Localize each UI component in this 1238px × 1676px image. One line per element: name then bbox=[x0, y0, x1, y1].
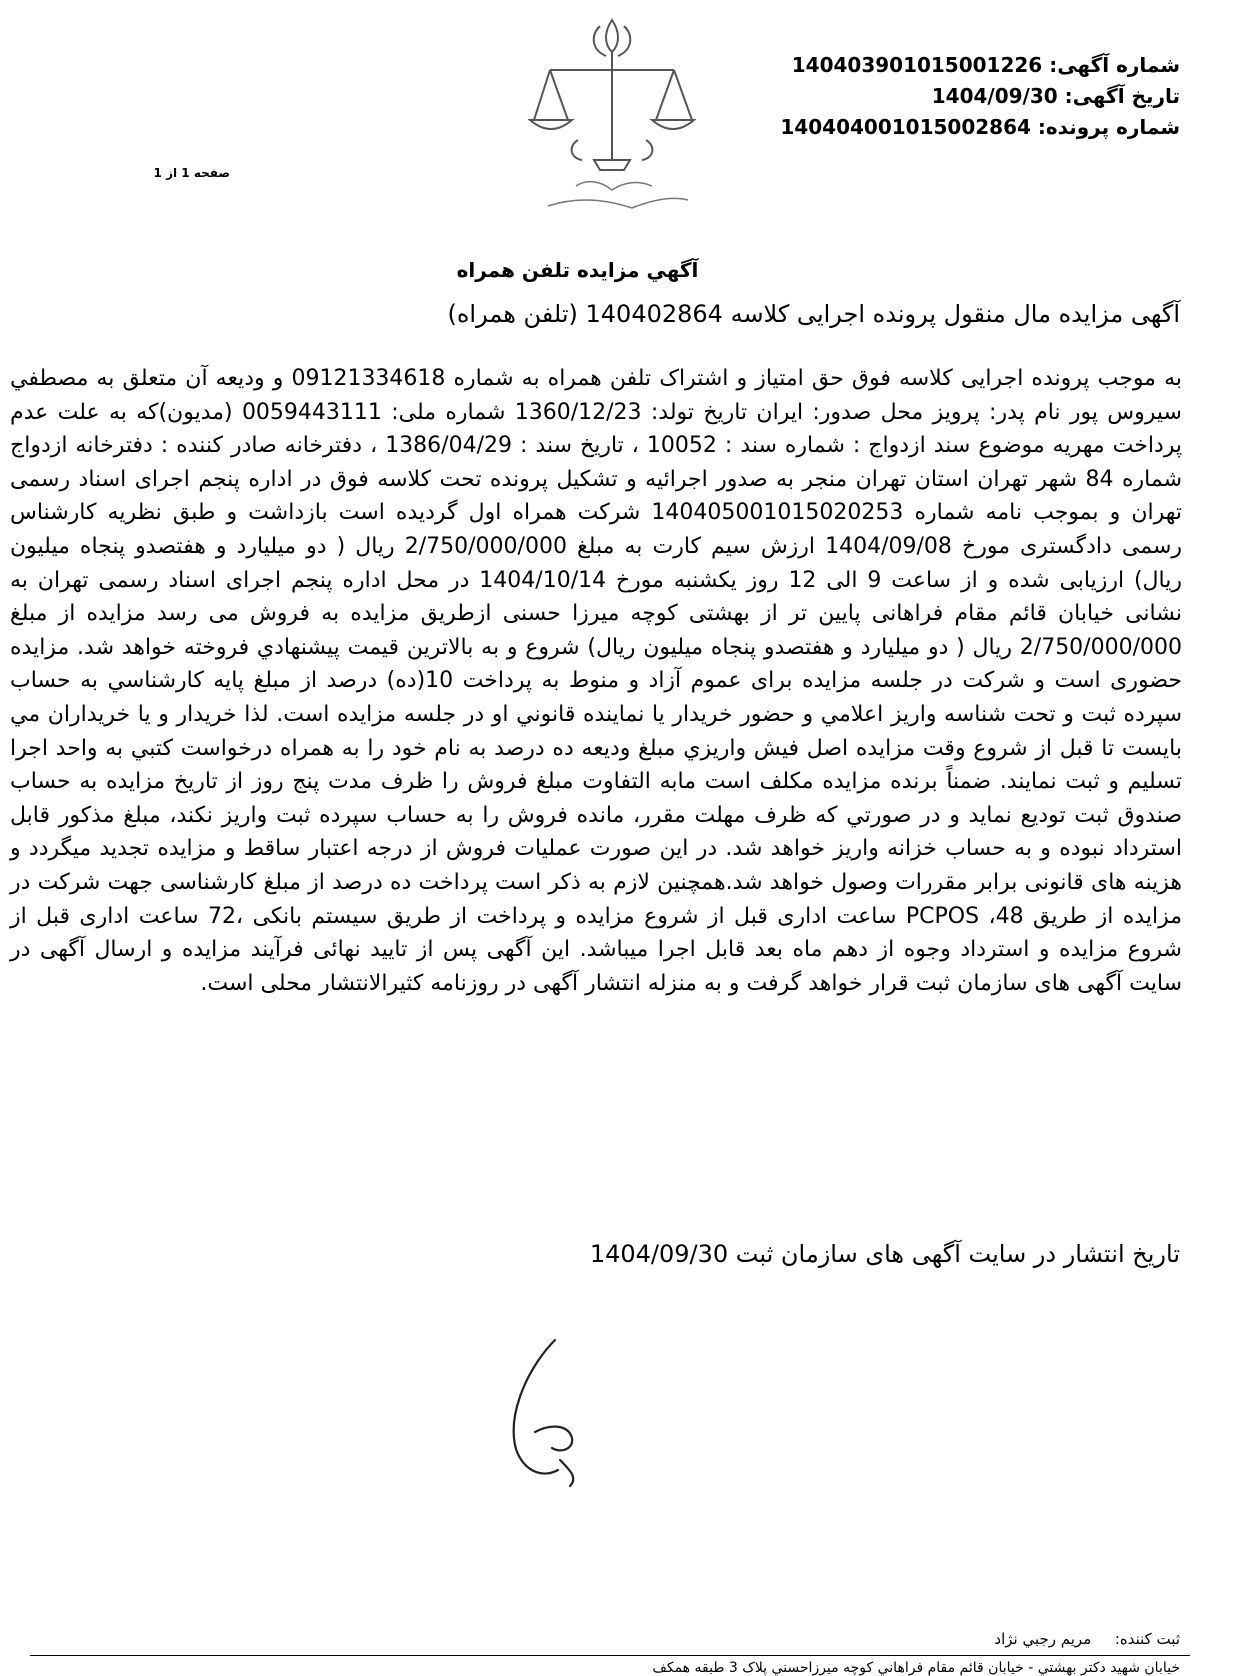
signature-icon bbox=[460, 1320, 610, 1500]
notice-date: 1404/09/30 bbox=[931, 84, 1058, 108]
registrar-line bbox=[830, 1630, 1180, 1648]
footer-divider bbox=[30, 1655, 1190, 1656]
registrar-name: مريم رجبي نژاد bbox=[994, 1630, 1092, 1648]
notice-date-row bbox=[780, 81, 1180, 112]
notice-title: آگهي مزايده تلفن همراه bbox=[456, 258, 699, 282]
case-number-label: شماره پرونده: bbox=[1037, 115, 1180, 139]
footer-address: خيابان شهيد دكتر بهشتي - خيابان قائم مقام فراهاني كوچه ميرزاحسني پلاک 3 طبقه همكف bbox=[652, 1660, 1180, 1676]
notice-number: 140403901015001226 bbox=[791, 53, 1043, 77]
notice-meta-block bbox=[780, 50, 1180, 143]
notice-body-text: به موجب پرونده اجرایی کلاسه فوق حق امتیاز و اشتراک تلفن همراه به شماره 09121334618 و ودیعه آن متعلق به مصطفي سيروس پور نام پدر: پرويز محل صدور: ايران تاريخ تولد: 1360/12/23 شماره ملی: 0059443111 (مديون)که به علت عدم پرداخت مهریه موضوع سند ازدواج : شماره سند : 10052 ، تاریخ سند : 1386/04/29 ، دفترخانه صادر کننده : دفترخانه ازدواج شماره 84 شهر تهران استان تهران منجر به صدور اجرائیه و تشکیل پرونده تحت کلاسه فوق در اداره پنجم اجرای اسناد رسمی تهران و بموجب نامه شماره 140405001015020253 شرکت همراه اول گردیده است بازداشت و طبق نظریه کارشناس رسمی دادگستری مورخ 1404/09/08 ارزش سیم کارت به مبلغ 2/750/000/000 ریال ( دو میلیارد و هفتصدو پنجاه میلیون ریال) ارزیابی شده و از ساعت 9 الی 12 روز یکشنبه مورخ 1404/10/14 در محل اداره پنجم اجرای اسناد رسمی تهران به نشانی خیابان قائم مقام فراهانی پایین تر از بهشتی کوچه میرزا حسنی ازطریق مزایده به فروش می رسد مزایده از مبلغ 2/750/000/000 ریال ( دو میلیارد و هفتصدو پنجاه میلیون ریال) شروع و به بالاترين قيمت پيشنهادي فروخته خواهد شد. مزایده حضوری است و شرکت در جلسه مزایده برای عموم آزاد و منوط به پرداخت 10(ده) درصد از مبلغ پايه كارشناسي به حساب سپرده ثبت و تحت شناسه واريز اعلامي و حضور خريدار يا نماينده قانوني او در جلسه مزايده است. لذا خريدار و يا خريداران مي بايست تا قبل از شروع وقت مزايده اصل فيش واريزي مبلغ وديعه ده درصد به نام خود را به همراه درخواست كتبي به واحد اجرا تسليم و ثبت نمايند. ضمناً برنده مزایده مکلف است مابه التفاوت مبلغ فروش را ظرف مدت پنج روز از تاریخ مزایده به حساب صندوق ثبت توديع نمايد و در صورتي كه ظرف مهلت مقرر، مانده فروش را به حساب سپرده ثبت واريز نكند، مبلغ مذكور قابل استرداد نبوده و به حساب خزانه واريز خواهد شد. در این صورت عملیات فروش از درجه اعتبار ساقط و مزایده تجدید میگردد و هزینه های قانونی برابر مقررات وصول خواهد شد.همچنین لازم به ذکر است پرداخت ده درصد از مبلغ کارشناسی جهت شرکت در مزایده از طریق 48، PCPOS ساعت اداری قبل از شروع مزایده و پرداخت از طریق سیستم بانکی ،72 ساعت اداری قبل از شروع مزایده و استرداد وجوه از دهم ماه بعد قابل اجرا میباشد. این آگهی پس از تایید نهائی فرآیند مزایده و ارسال آگهی در سایت آگهی های سازمان ثبت قرار خواهد گرفت و به منزله انتشار آگهی در روزنامه کثیرالانتشار محلی است. bbox=[10, 366, 1183, 996]
notice-number-row bbox=[780, 50, 1180, 81]
notice-date-label: تاریخ آگهی: bbox=[1064, 84, 1180, 108]
page-number: صفحه 1 از 1 bbox=[153, 166, 230, 180]
notice-subtitle: آگهی مزایده مال منقول پرونده اجرایی کلاسه 140402864 (تلفن همراه) bbox=[447, 300, 1180, 328]
case-number-row bbox=[780, 112, 1180, 143]
case-number: 140404001015002864 bbox=[780, 115, 1031, 139]
judiciary-emblem-icon bbox=[528, 10, 696, 215]
publish-date-line: تاریخ انتشار در سایت آگهی های سازمان ثبت 1404/09/30 bbox=[589, 1240, 1180, 1268]
registrar-label: ثبت کننده: bbox=[1114, 1630, 1180, 1648]
notice-number-label: شماره آگهی: bbox=[1049, 53, 1180, 77]
